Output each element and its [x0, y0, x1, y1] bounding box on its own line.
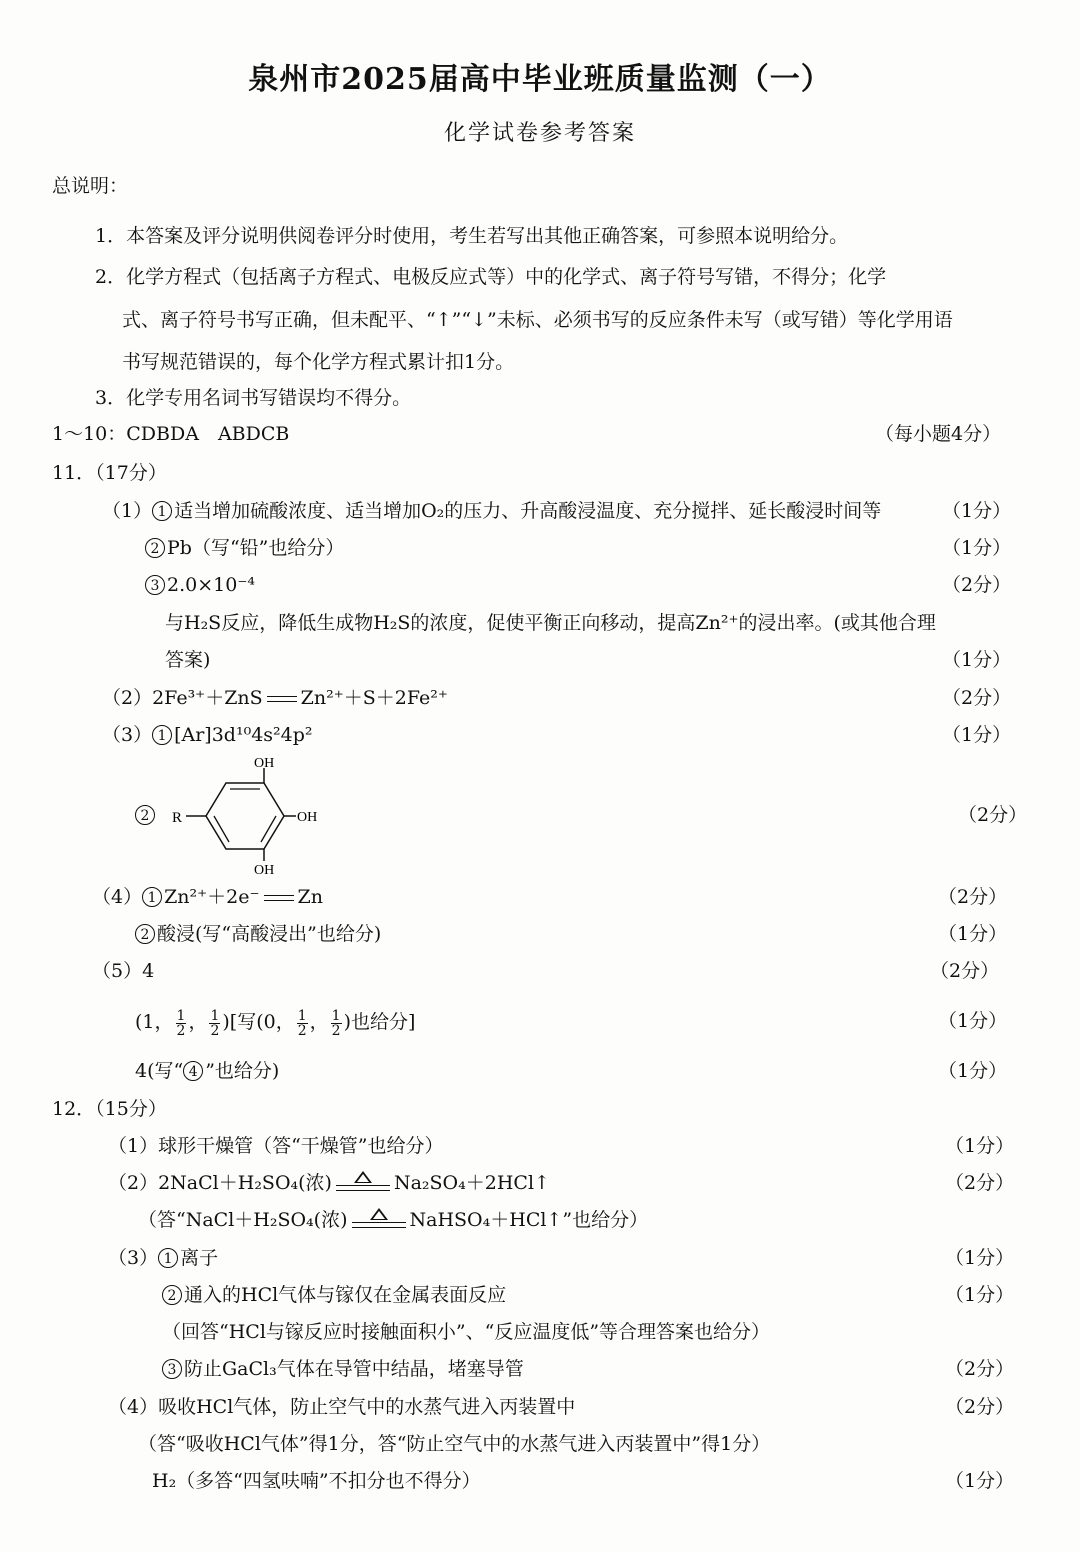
q11-2-right: Zn²⁺＋S＋2Fe²⁺ [300, 687, 448, 709]
q12-4-h2-score: （1分） [945, 1470, 1015, 1492]
pyrogallol-structure [160, 756, 320, 876]
fraction-half [209, 1009, 220, 1038]
q11-1-2 [145, 535, 344, 561]
q12-2-alt [138, 1207, 648, 1234]
coord-close: )也给分] [343, 1011, 416, 1033]
double-bond [214, 816, 229, 842]
comma: ， [188, 1011, 208, 1033]
q11-1-3-text: 2.0×10⁻⁴ [167, 574, 255, 596]
r-group-label: R [172, 810, 183, 826]
q11-3-2-score: （2分） [958, 804, 1028, 826]
fraction-denominator: 2 [331, 1022, 341, 1039]
mc-score: （每小题4分） [875, 423, 1002, 445]
q11-4-2 [135, 921, 381, 947]
q11-4-1-left: Zn²⁺＋2e⁻ [164, 886, 260, 908]
circled-number: 1 [152, 501, 172, 521]
q12-3-2-score: （1分） [945, 1284, 1015, 1306]
q11-3-prefix: （3） [102, 724, 153, 746]
circled-number: 1 [142, 887, 162, 907]
q12-4: （4）吸收HCl气体，防止空气中的水蒸气进入丙装置中 [108, 1396, 576, 1418]
q11-3-2-label [135, 802, 157, 828]
q11-4-2-text: 酸浸(写“高酸浸出”也给分) [157, 923, 382, 945]
double-bond [261, 816, 276, 842]
fraction-denominator: 2 [176, 1022, 186, 1039]
page-title: 泉州市2025届高中毕业班质量监测（一） [248, 62, 832, 97]
note-2-line-3: 书写规范错误的，每个化学方程式累计扣1分。 [122, 351, 515, 373]
q11-3-1-text: [Ar]3d¹⁰4s²4p² [174, 724, 313, 746]
q12-3-3-text: 防止GaCl₃气体在导管中结晶，堵塞导管 [184, 1358, 524, 1380]
coord-open: (1， [135, 1011, 174, 1033]
q11-1-3-explain-2: 答案) [165, 649, 211, 671]
q12-3-1 [108, 1245, 218, 1271]
coord-alt: )[写(0， [222, 1011, 295, 1033]
fraction-numerator: 1 [331, 1007, 341, 1024]
q11-1-prefix: （1） [102, 500, 153, 522]
fraction-numerator: 1 [210, 1007, 220, 1024]
circled-number: 2 [135, 805, 155, 825]
q12-3-3-score: （2分） [945, 1358, 1015, 1380]
heat-equals-sign [352, 1208, 406, 1234]
q11-5-coordinates [135, 1005, 415, 1039]
q11-1-3-score: （2分） [942, 574, 1012, 596]
q12-4-h2: H₂（多答“四氢呋喃”不扣分也不得分） [152, 1470, 481, 1492]
q11-5-c-score: （1分） [938, 1060, 1008, 1082]
q12-2-alt-left: （答“NaCl＋H₂SO₄(浓) [138, 1209, 348, 1231]
q12-3-1-score: （1分） [945, 1247, 1015, 1269]
q12-3-1-text: 离子 [180, 1247, 219, 1269]
oh-mid-label: OH [297, 810, 318, 825]
note-3: 3．化学专用名词书写错误均不得分。 [95, 387, 412, 409]
oh-bot-label: OH [254, 863, 275, 876]
q11-5-coord-score: （1分） [938, 1010, 1008, 1032]
q11-4-prefix: （4） [92, 886, 143, 908]
mc-answers: 1～10：CDBDA ABDCB [52, 423, 290, 445]
q11-1-2-text: Pb（写“铅”也给分） [167, 537, 345, 559]
q12-3-2-alt: （回答“HCl与镓反应时接触面积小”、“反应温度低”等合理答案也给分） [162, 1321, 771, 1343]
fraction-denominator: 2 [210, 1022, 220, 1039]
circled-number: 4 [183, 1061, 203, 1081]
q12-2-score: （2分） [945, 1172, 1015, 1194]
q11-5-c [135, 1058, 279, 1084]
fraction-half [176, 1009, 187, 1038]
fraction-numerator: 1 [297, 1007, 307, 1024]
q12-3-3 [162, 1356, 524, 1382]
page-subtitle: 化学试卷参考答案 [443, 121, 636, 146]
q12-heading: 12．（15分） [52, 1098, 167, 1120]
q11-2-left: （2）2Fe³⁺＋ZnS [102, 687, 263, 709]
q11-1-3-explain-score: （1分） [942, 649, 1012, 671]
q12-1-score: （1分） [945, 1135, 1015, 1157]
q11-5-c-b: ”也给分) [205, 1060, 280, 1082]
benzene-ring [206, 783, 284, 849]
circled-number: 2 [162, 1285, 182, 1305]
q11-2 [102, 685, 448, 711]
q12-1: （1）球形干燥管（答“干燥管”也给分） [108, 1135, 444, 1157]
q11-5-score: （2分） [930, 960, 1000, 982]
oh-top-label: OH [254, 756, 275, 771]
q12-4-score: （2分） [945, 1396, 1015, 1418]
circled-number: 3 [145, 575, 165, 595]
q11-1-3-explain: 与H₂S反应，降低生成物H₂S的浓度，促使平衡正向移动，提高Zn²⁺的浸出率。(或其他合理 [165, 612, 936, 634]
fraction-half [297, 1009, 308, 1038]
q12-2-right: Na₂SO₄＋2HCl↑ [393, 1172, 550, 1194]
q11-5-c-a: 4(写“ [135, 1060, 184, 1082]
note-2-line-2: 式、离子符号书写正确，但未配平、“↑”“↓”未标、必须书写的反应条件未写（或写错）等化学用语 [122, 309, 953, 331]
circled-number: 2 [145, 538, 165, 558]
circled-number: 1 [152, 725, 172, 745]
q12-2-left: （2）2NaCl＋H₂SO₄(浓) [108, 1172, 332, 1194]
q11-3-1-score: （1分） [942, 724, 1012, 746]
fraction-half [331, 1009, 342, 1038]
q11-2-score: （2分） [942, 687, 1012, 709]
circled-number: 2 [135, 924, 155, 944]
q11-heading: 11．（17分） [52, 462, 167, 484]
circled-number: 3 [162, 1359, 182, 1379]
q12-2-alt-right: NaHSO₄＋HCl↑”也给分） [409, 1209, 649, 1231]
q12-3-2-text: 通入的HCl气体与镓仅在金属表面反应 [184, 1284, 507, 1306]
equals-sign [264, 895, 294, 901]
fraction-numerator: 1 [176, 1007, 186, 1024]
q12-3-2 [162, 1282, 506, 1308]
q11-4-1-right: Zn [297, 886, 323, 908]
heat-equals-sign [336, 1171, 390, 1197]
q12-4-detail: （答“吸收HCl气体”得1分，答“防止空气中的水蒸气进入丙装置中”得1分） [138, 1433, 771, 1455]
fraction-denominator: 2 [297, 1022, 307, 1039]
q11-1-2-score: （1分） [942, 537, 1012, 559]
q11-1-3 [145, 572, 255, 598]
q11-1-1 [102, 498, 881, 524]
q11-1-1-text: 适当增加硫酸浓度、适当增加O₂的压力、升高酸浸温度、充分搅拌、延长酸浸时间等 [174, 500, 882, 522]
q11-4-2-score: （1分） [938, 923, 1008, 945]
q11-4-1-score: （2分） [938, 886, 1008, 908]
comma: ， [309, 1011, 329, 1033]
q11-4-1 [92, 884, 323, 910]
q11-1-1-score: （1分） [942, 500, 1012, 522]
q12-3-prefix: （3） [108, 1247, 159, 1269]
note-2-line-1: 2．化学方程式（包括离子方程式、电极反应式等）中的化学式、离子符号写错，不得分；化学 [95, 266, 887, 288]
note-1: 1．本答案及评分说明供阅卷评分时使用，考生若写出其他正确答案，可参照本说明给分。 [95, 225, 849, 247]
equals-sign [267, 696, 297, 702]
general-heading: 总说明： [52, 175, 129, 197]
q11-5: （5）4 [92, 960, 155, 982]
q12-2 [108, 1170, 550, 1197]
q11-3-1 [102, 722, 313, 748]
circled-number: 1 [158, 1248, 178, 1268]
